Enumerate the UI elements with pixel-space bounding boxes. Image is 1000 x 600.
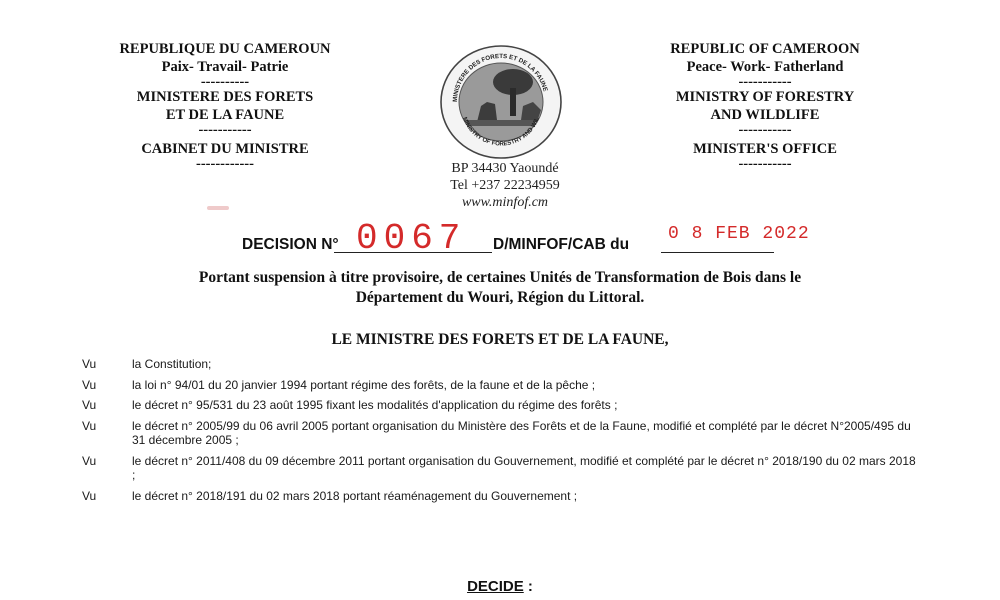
separator: ----------- <box>738 74 792 90</box>
postal-box: BP 34430 Yaoundé <box>451 161 559 176</box>
vu-key: Vu <box>82 488 97 503</box>
vu-key: Vu <box>82 453 97 468</box>
separator: ----------- <box>738 156 792 172</box>
motto-en: Peace- Work- Fatherland <box>686 59 844 75</box>
decision-reference-line <box>0 218 1000 258</box>
decide-heading <box>0 578 1000 595</box>
list-item <box>82 398 922 413</box>
vu-text: le décret n° 2011/408 du 09 décembre 2011 portant organisation du Gouvernement, modifié et complété par le décret n° 2018/190 du 02 mars 2018 ; <box>132 453 916 482</box>
decision-date-stamp: 0 8 FEB 2022 <box>668 224 810 244</box>
ministry-name-en-line1: MINISTRY OF FORESTRY <box>675 89 855 105</box>
vu-key: Vu <box>82 418 97 433</box>
ministry-name-fr-line1: MINISTERE DES FORETS <box>136 89 314 105</box>
telephone: Tel +237 22234959 <box>450 178 560 193</box>
minister-heading: LE MINISTRE DES FORETS ET DE LA FAUNE, <box>331 331 669 348</box>
vu-key: Vu <box>82 377 97 392</box>
ministry-name-en-line2: AND WILDLIFE <box>710 107 820 123</box>
separator: ------------ <box>196 156 254 172</box>
red-ink-mark <box>207 206 229 210</box>
seal-top-text: MINISTERE DES FORETS ET DE LA FAUNE <box>451 52 549 103</box>
decision-date-blank <box>661 252 774 253</box>
decision-number-stamp: 0067 <box>356 218 467 259</box>
country-name-fr: REPUBLIQUE DU CAMEROUN <box>119 41 331 57</box>
seal-bottom-text: MINISTRY OF FORESTRY AND WIL <box>461 116 541 148</box>
list-item <box>82 489 922 504</box>
vu-text: la Constitution; <box>132 357 212 371</box>
vu-text: le décret n° 95/531 du 23 août 1995 fixant les modalités d'application du régime des forêts ; <box>132 398 618 412</box>
vu-text: le décret n° 2018/191 du 02 mars 2018 portant réaménagement du Gouvernement ; <box>132 488 578 503</box>
decision-prefix: DECISION N° <box>242 236 339 253</box>
subject-line-1: Portant suspension à titre provisoire, de certaines Unités de Transformation de Bois dans le <box>198 269 802 286</box>
list-item <box>82 419 922 448</box>
motto-fr: Paix- Travail- Patrie <box>161 59 289 75</box>
vu-list <box>82 357 922 509</box>
ministry-name-fr-line2: ET DE LA FAUNE <box>165 107 285 123</box>
vu-key: Vu <box>82 357 97 371</box>
list-item <box>82 378 922 393</box>
decide-colon: : <box>523 578 533 595</box>
vu-text: la loi n° 94/01 du 20 janvier 1994 portant régime des forêts, de la faune et de la pêche ; <box>132 377 596 392</box>
website: www.minfof.cm <box>461 195 549 210</box>
header-left-block <box>105 40 345 170</box>
office-name-en: MINISTER'S OFFICE <box>693 141 837 157</box>
subject-line-2: Département du Wouri, Région du Littoral. <box>355 289 645 306</box>
list-item <box>82 454 922 483</box>
seal-graphic <box>437 40 565 160</box>
country-name-en: REPUBLIC OF CAMEROON <box>670 41 860 57</box>
vu-text: le décret n° 2005/99 du 06 avril 2005 portant organisation du Ministère des Forêts et de la Faune, modifié et complété par le décret N°2005/495 du 31 décembre 2005 ; <box>132 418 911 447</box>
vu-key: Vu <box>82 398 97 412</box>
decide-word: DECIDE <box>467 578 524 595</box>
list-item <box>82 357 922 372</box>
separator: ---------- <box>200 74 250 90</box>
decision-subject <box>100 268 900 308</box>
ministry-seal-logo <box>437 40 565 160</box>
separator: ----------- <box>198 122 252 138</box>
office-name-fr: CABINET DU MINISTRE <box>141 141 309 157</box>
separator: ----------- <box>738 122 792 138</box>
contact-block <box>400 160 610 211</box>
header-right-block <box>645 40 885 170</box>
decision-reference-middle: D/MINFOF/CAB du <box>493 236 630 253</box>
